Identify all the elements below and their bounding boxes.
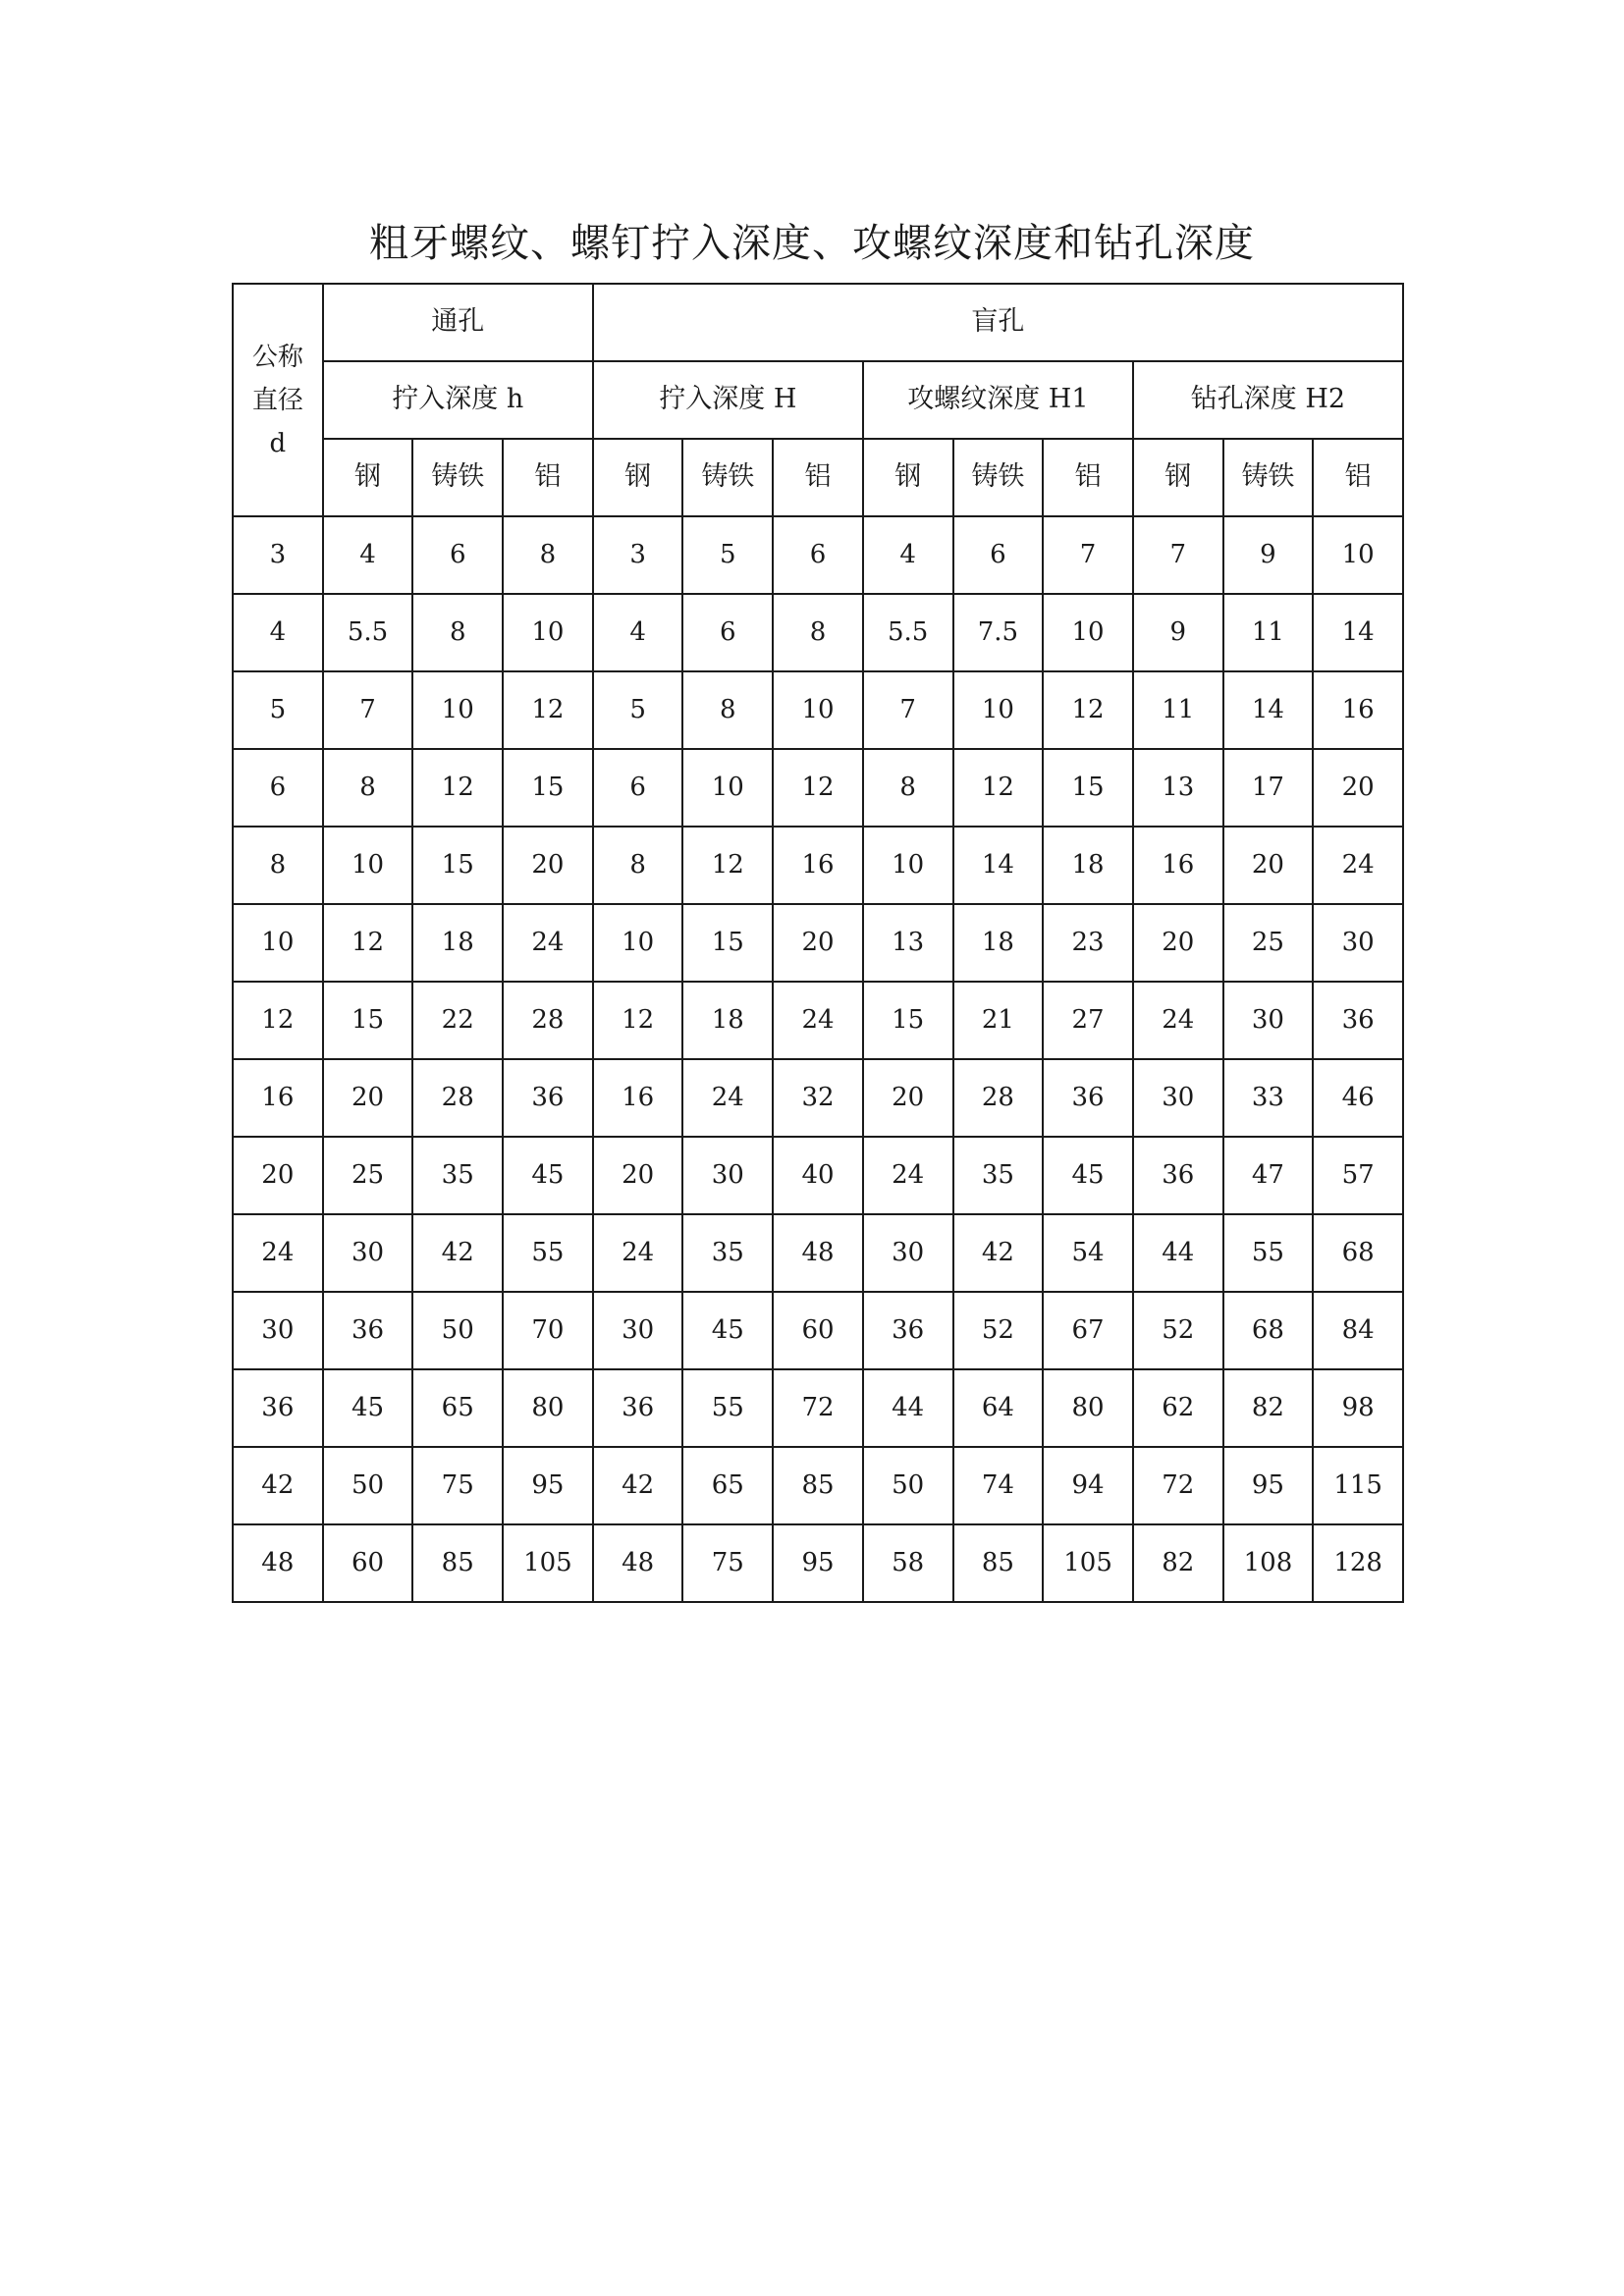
depth-value-cell: 95 [1223, 1447, 1314, 1524]
depth-value-cell: 10 [412, 671, 503, 749]
depth-value-cell: 42 [953, 1214, 1044, 1292]
table-row [233, 1214, 1403, 1292]
nominal-diameter-cell: 4 [233, 594, 323, 671]
page-title: 粗牙螺纹、螺钉拧入深度、攻螺纹深度和钻孔深度 [369, 221, 1255, 266]
depth-value-cell: 10 [323, 827, 413, 904]
depth-value-cell: 22 [412, 982, 503, 1059]
depth-value-cell: 15 [412, 827, 503, 904]
depth-value-cell: 24 [1133, 982, 1223, 1059]
depth-value-cell: 12 [953, 749, 1044, 827]
depth-value-cell: 67 [1043, 1292, 1133, 1369]
table-body [233, 516, 1403, 1602]
depth-value-cell: 6 [682, 594, 773, 671]
depth-value-cell: 12 [593, 982, 683, 1059]
depth-value-cell: 24 [682, 1059, 773, 1137]
diameter-label-line1: 公称 [251, 342, 303, 372]
depth-value-cell: 7 [1043, 516, 1133, 594]
depth-value-cell: 10 [863, 827, 953, 904]
depth-value-cell: 5 [682, 516, 773, 594]
material-header-steel: 钢 [323, 439, 413, 516]
depth-value-cell: 8 [863, 749, 953, 827]
depth-value-cell: 48 [773, 1214, 863, 1292]
nominal-diameter-header [233, 284, 323, 516]
depth-value-cell: 50 [323, 1447, 413, 1524]
material-header-steel: 钢 [863, 439, 953, 516]
depth-value-cell: 60 [773, 1292, 863, 1369]
depth-value-cell: 35 [953, 1137, 1044, 1214]
depth-value-cell: 50 [863, 1447, 953, 1524]
depth-value-cell: 52 [1133, 1292, 1223, 1369]
depth-value-cell: 17 [1223, 749, 1314, 827]
depth-value-cell: 8 [593, 827, 683, 904]
depth-value-cell: 16 [1313, 671, 1403, 749]
depth-value-cell: 23 [1043, 904, 1133, 982]
depth-value-cell: 20 [323, 1059, 413, 1137]
depth-value-cell: 35 [412, 1137, 503, 1214]
depth-value-cell: 20 [773, 904, 863, 982]
table-row [233, 904, 1403, 982]
nominal-diameter-cell: 30 [233, 1292, 323, 1369]
depth-value-cell: 45 [323, 1369, 413, 1447]
depth-value-cell: 65 [682, 1447, 773, 1524]
depth-value-cell: 64 [953, 1369, 1044, 1447]
table-row [233, 1137, 1403, 1214]
depth-value-cell: 85 [953, 1524, 1044, 1602]
group-header-screw-in-depth-h: 拧入深度 h [323, 361, 593, 439]
diameter-label-line3: d [269, 428, 287, 458]
depth-value-cell: 28 [953, 1059, 1044, 1137]
depth-value-cell: 7 [1133, 516, 1223, 594]
material-header-aluminum: 铝 [773, 439, 863, 516]
depth-value-cell: 18 [953, 904, 1044, 982]
depth-value-cell: 60 [323, 1524, 413, 1602]
depth-value-cell: 128 [1313, 1524, 1403, 1602]
depth-value-cell: 8 [682, 671, 773, 749]
header-row-top [233, 284, 1403, 361]
table-row [233, 1292, 1403, 1369]
depth-value-cell: 10 [1313, 516, 1403, 594]
depth-value-cell: 48 [593, 1524, 683, 1602]
depth-value-cell: 55 [682, 1369, 773, 1447]
table-row [233, 749, 1403, 827]
depth-value-cell: 12 [1043, 671, 1133, 749]
depth-value-cell: 6 [953, 516, 1044, 594]
depth-value-cell: 75 [412, 1447, 503, 1524]
depth-value-cell: 5 [593, 671, 683, 749]
nominal-diameter-cell: 16 [233, 1059, 323, 1137]
depth-value-cell: 14 [1223, 671, 1314, 749]
depth-value-cell: 24 [593, 1214, 683, 1292]
depth-value-cell: 30 [682, 1137, 773, 1214]
depth-value-cell: 30 [863, 1214, 953, 1292]
group-header-drilling-depth-H2: 钻孔深度 H2 [1133, 361, 1403, 439]
table-row [233, 982, 1403, 1059]
nominal-diameter-cell: 6 [233, 749, 323, 827]
depth-value-cell: 36 [503, 1059, 593, 1137]
depth-value-cell: 72 [1133, 1447, 1223, 1524]
depth-value-cell: 9 [1133, 594, 1223, 671]
depth-value-cell: 30 [1313, 904, 1403, 982]
depth-value-cell: 18 [412, 904, 503, 982]
depth-value-cell: 4 [323, 516, 413, 594]
depth-value-cell: 98 [1313, 1369, 1403, 1447]
depth-value-cell: 8 [503, 516, 593, 594]
nominal-diameter-cell: 3 [233, 516, 323, 594]
nominal-diameter-cell: 48 [233, 1524, 323, 1602]
depth-value-cell: 12 [323, 904, 413, 982]
group-header-screw-in-depth-H: 拧入深度 H [593, 361, 863, 439]
depth-value-cell: 24 [503, 904, 593, 982]
table-row [233, 827, 1403, 904]
header-row-groups [233, 361, 1403, 439]
depth-value-cell: 105 [503, 1524, 593, 1602]
depth-value-cell: 33 [1223, 1059, 1314, 1137]
diameter-label-line2: 直径 [251, 385, 303, 415]
depth-value-cell: 6 [412, 516, 503, 594]
depth-value-cell: 15 [1043, 749, 1133, 827]
group-header-tapping-depth-H1: 攻螺纹深度 H1 [863, 361, 1133, 439]
depth-value-cell: 30 [1223, 982, 1314, 1059]
table-row [233, 671, 1403, 749]
through-hole-header: 通孔 [323, 284, 593, 361]
thread-depth-table [232, 283, 1404, 1603]
depth-value-cell: 85 [773, 1447, 863, 1524]
depth-value-cell: 5.5 [323, 594, 413, 671]
depth-value-cell: 75 [682, 1524, 773, 1602]
depth-value-cell: 7 [863, 671, 953, 749]
material-header-steel: 钢 [1133, 439, 1223, 516]
depth-value-cell: 6 [773, 516, 863, 594]
depth-value-cell: 9 [1223, 516, 1314, 594]
depth-value-cell: 30 [323, 1214, 413, 1292]
depth-value-cell: 13 [1133, 749, 1223, 827]
depth-value-cell: 45 [1043, 1137, 1133, 1214]
depth-value-cell: 6 [593, 749, 683, 827]
material-header-cast-iron: 铸铁 [953, 439, 1044, 516]
table-row [233, 1369, 1403, 1447]
depth-value-cell: 95 [773, 1524, 863, 1602]
depth-value-cell: 58 [863, 1524, 953, 1602]
depth-value-cell: 24 [863, 1137, 953, 1214]
material-header-steel: 钢 [593, 439, 683, 516]
depth-value-cell: 68 [1313, 1214, 1403, 1292]
material-header-cast-iron: 铸铁 [412, 439, 503, 516]
depth-value-cell: 42 [593, 1447, 683, 1524]
depth-value-cell: 20 [1133, 904, 1223, 982]
depth-value-cell: 15 [863, 982, 953, 1059]
depth-value-cell: 7 [323, 671, 413, 749]
depth-value-cell: 10 [1043, 594, 1133, 671]
depth-value-cell: 84 [1313, 1292, 1403, 1369]
blind-hole-header: 盲孔 [593, 284, 1403, 361]
depth-value-cell: 35 [682, 1214, 773, 1292]
depth-value-cell: 50 [412, 1292, 503, 1369]
depth-value-cell: 30 [1133, 1059, 1223, 1137]
nominal-diameter-cell: 8 [233, 827, 323, 904]
depth-value-cell: 47 [1223, 1137, 1314, 1214]
depth-value-cell: 10 [593, 904, 683, 982]
depth-value-cell: 108 [1223, 1524, 1314, 1602]
depth-value-cell: 10 [773, 671, 863, 749]
table-header [233, 284, 1403, 516]
depth-value-cell: 12 [773, 749, 863, 827]
depth-value-cell: 20 [1223, 827, 1314, 904]
depth-value-cell: 14 [1313, 594, 1403, 671]
material-header-cast-iron: 铸铁 [682, 439, 773, 516]
table-row [233, 1447, 1403, 1524]
depth-value-cell: 15 [323, 982, 413, 1059]
depth-value-cell: 3 [593, 516, 683, 594]
depth-value-cell: 80 [1043, 1369, 1133, 1447]
header-row-materials [233, 439, 1403, 516]
depth-value-cell: 25 [1223, 904, 1314, 982]
depth-value-cell: 10 [953, 671, 1044, 749]
depth-value-cell: 94 [1043, 1447, 1133, 1524]
table-row [233, 594, 1403, 671]
material-header-cast-iron: 铸铁 [1223, 439, 1314, 516]
depth-value-cell: 82 [1133, 1524, 1223, 1602]
depth-value-cell: 24 [773, 982, 863, 1059]
depth-value-cell: 12 [503, 671, 593, 749]
depth-value-cell: 36 [593, 1369, 683, 1447]
depth-value-cell: 45 [682, 1292, 773, 1369]
depth-value-cell: 25 [323, 1137, 413, 1214]
depth-value-cell: 5.5 [863, 594, 953, 671]
depth-value-cell: 40 [773, 1137, 863, 1214]
depth-value-cell: 4 [863, 516, 953, 594]
depth-value-cell: 85 [412, 1524, 503, 1602]
depth-value-cell: 11 [1223, 594, 1314, 671]
depth-value-cell: 72 [773, 1369, 863, 1447]
depth-value-cell: 18 [1043, 827, 1133, 904]
depth-value-cell: 4 [593, 594, 683, 671]
depth-value-cell: 82 [1223, 1369, 1314, 1447]
table-row [233, 1059, 1403, 1137]
depth-value-cell: 36 [863, 1292, 953, 1369]
depth-value-cell: 8 [412, 594, 503, 671]
depth-value-cell: 16 [1133, 827, 1223, 904]
depth-value-cell: 52 [953, 1292, 1044, 1369]
depth-value-cell: 11 [1133, 671, 1223, 749]
depth-value-cell: 20 [863, 1059, 953, 1137]
depth-value-cell: 28 [503, 982, 593, 1059]
nominal-diameter-cell: 5 [233, 671, 323, 749]
depth-value-cell: 20 [503, 827, 593, 904]
depth-value-cell: 20 [593, 1137, 683, 1214]
depth-value-cell: 36 [323, 1292, 413, 1369]
nominal-diameter-cell: 10 [233, 904, 323, 982]
depth-value-cell: 65 [412, 1369, 503, 1447]
depth-value-cell: 42 [412, 1214, 503, 1292]
depth-value-cell: 28 [412, 1059, 503, 1137]
depth-value-cell: 32 [773, 1059, 863, 1137]
depth-value-cell: 13 [863, 904, 953, 982]
depth-value-cell: 55 [503, 1214, 593, 1292]
depth-value-cell: 74 [953, 1447, 1044, 1524]
depth-value-cell: 44 [1133, 1214, 1223, 1292]
depth-value-cell: 30 [593, 1292, 683, 1369]
depth-value-cell: 24 [1313, 827, 1403, 904]
depth-value-cell: 62 [1133, 1369, 1223, 1447]
depth-value-cell: 12 [682, 827, 773, 904]
depth-value-cell: 55 [1223, 1214, 1314, 1292]
depth-value-cell: 15 [682, 904, 773, 982]
depth-value-cell: 80 [503, 1369, 593, 1447]
material-header-aluminum: 铝 [1313, 439, 1403, 516]
depth-value-cell: 16 [593, 1059, 683, 1137]
depth-value-cell: 12 [412, 749, 503, 827]
depth-value-cell: 18 [682, 982, 773, 1059]
depth-value-cell: 27 [1043, 982, 1133, 1059]
nominal-diameter-cell: 36 [233, 1369, 323, 1447]
depth-value-cell: 36 [1133, 1137, 1223, 1214]
depth-value-cell: 70 [503, 1292, 593, 1369]
depth-value-cell: 20 [1313, 749, 1403, 827]
depth-value-cell: 45 [503, 1137, 593, 1214]
depth-value-cell: 14 [953, 827, 1044, 904]
material-header-aluminum: 铝 [503, 439, 593, 516]
depth-value-cell: 57 [1313, 1137, 1403, 1214]
depth-value-cell: 16 [773, 827, 863, 904]
depth-value-cell: 8 [773, 594, 863, 671]
depth-value-cell: 95 [503, 1447, 593, 1524]
depth-value-cell: 44 [863, 1369, 953, 1447]
depth-value-cell: 36 [1313, 982, 1403, 1059]
depth-value-cell: 7.5 [953, 594, 1044, 671]
nominal-diameter-cell: 12 [233, 982, 323, 1059]
table-row [233, 516, 1403, 594]
nominal-diameter-cell: 20 [233, 1137, 323, 1214]
material-header-aluminum: 铝 [1043, 439, 1133, 516]
table-row [233, 1524, 1403, 1602]
depth-value-cell: 21 [953, 982, 1044, 1059]
depth-value-cell: 115 [1313, 1447, 1403, 1524]
depth-value-cell: 54 [1043, 1214, 1133, 1292]
depth-value-cell: 105 [1043, 1524, 1133, 1602]
depth-value-cell: 10 [682, 749, 773, 827]
nominal-diameter-cell: 42 [233, 1447, 323, 1524]
depth-value-cell: 8 [323, 749, 413, 827]
depth-value-cell: 15 [503, 749, 593, 827]
nominal-diameter-cell: 24 [233, 1214, 323, 1292]
depth-value-cell: 46 [1313, 1059, 1403, 1137]
depth-value-cell: 68 [1223, 1292, 1314, 1369]
depth-value-cell: 36 [1043, 1059, 1133, 1137]
depth-value-cell: 10 [503, 594, 593, 671]
